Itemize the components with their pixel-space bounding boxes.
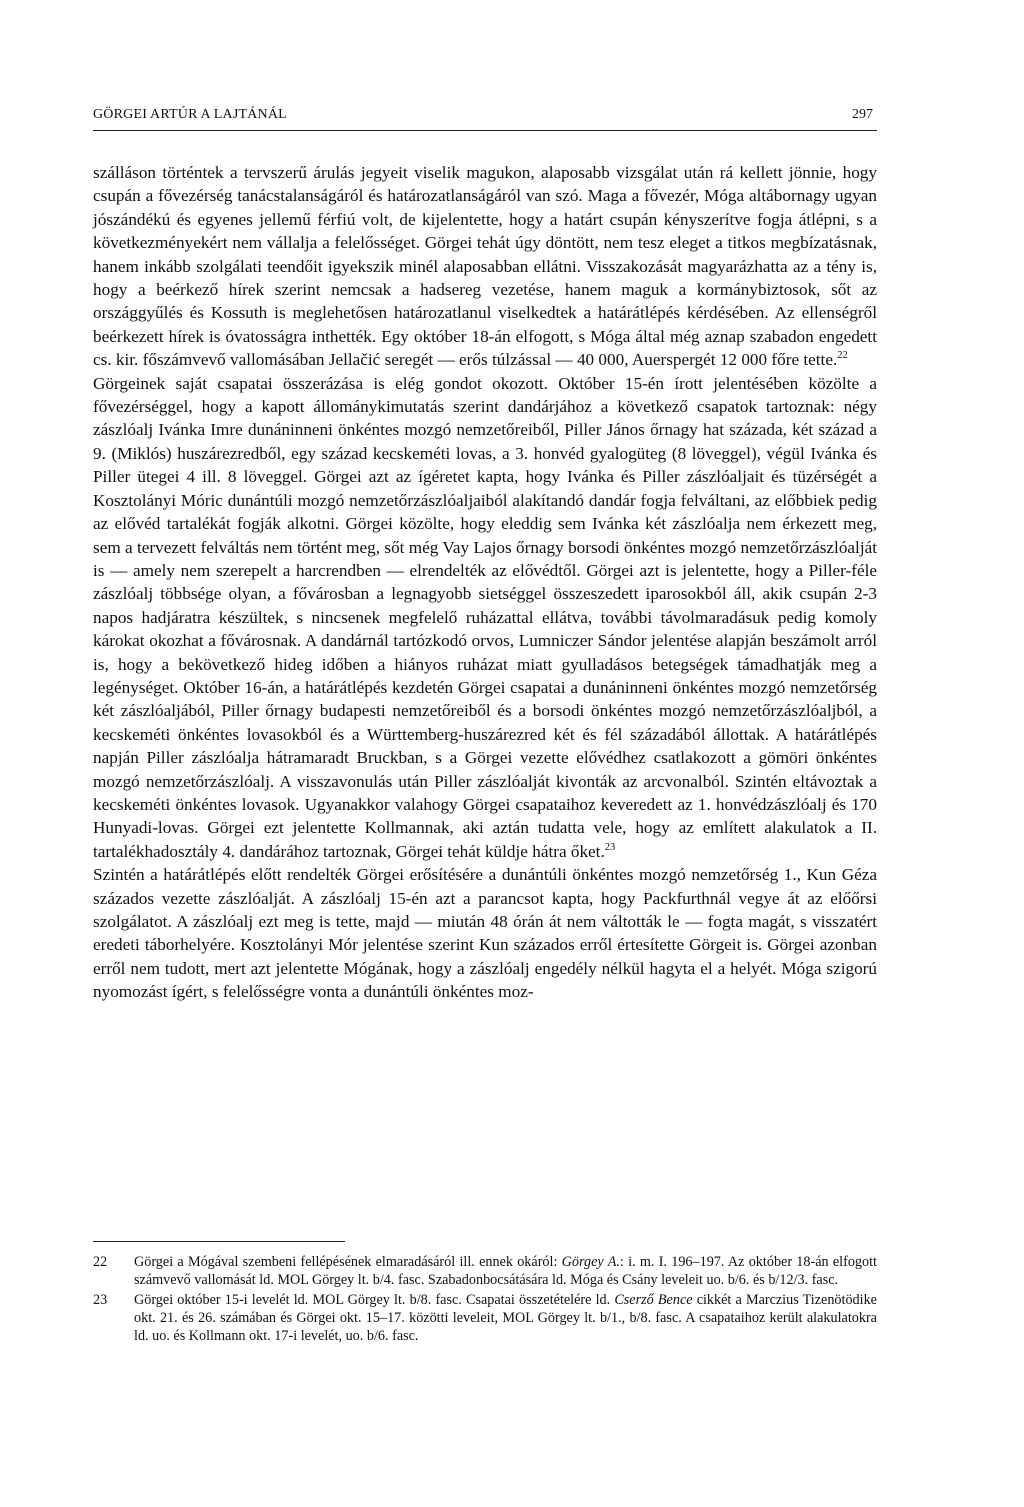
paragraph-2-text: Görgeinek saját csapatai összerázása is elég gondot okozott. Október 15-én írott jelentésében közölte a fővezérséggel, hogy a kapott állománykimutatás szerint dandárjához a következő csapatok tartoznak: négy zászlóalj Ivánka Imre dunáninneni önkéntes mozgó nemzetőreiből, Piller János őrnagy hat százada, két század a 9. (Miklós) huszárezredből, egy század kecskeméti lovas, a 3. honvéd gyalogüteg (8 löveggel), végül Ivánka és Piller ütegei 4 ill. 8 löveggel. Görgei azt az ígéretet kapta, hogy Ivánka és Piller zászlóaljait és tüzérségét a Kosztolányi Móric dunántúli mozgó nemzetőrzászlóaljaiból alakítandó dandár fogja felváltani, az előbbiek pedig az elővéd tartalékát fogják alkotni. Görgei közölte, hogy eleddig sem Ivánka két zászlóalja nem érkezett meg, sem a tervezett felváltás nem történt meg, sőt még Vay Lajos őrnagy borsodi önkéntes mozgó nemzetőrzászlóalját is — amely nem szerepelt a harcrendben — elrendelték az elővédtől. Görgei azt is jelentette, hogy a Piller-féle zászlóalj többsége olyan, a fővárosban a legnagyobb sietséggel összeszedett iparosokból áll, akik csupán 2-3 napos hadjáratra készültek, s nincsenek megfelelő ruházattal ellátva, további távolmaradásuk pedig komoly károkat okozhat a fővárosnak. A dandárnál tartózkodó orvos, Lumniczer Sándor jelentése alapján beszámolt arról is, hogy a bekövetkező hideg időben a hiányos ruházat miatt gyulladásos betegségek támadhatják meg a legénységet. Október 16-án, a határátlépés kezdetén Görgei csapatai a dunáninneni önkéntes mozgó nemzetőrség két zászlóaljából, Piller őrnagy budapesti nemzetőreiből és a borsodi önkéntes mozgó nemzetőrzászlóaljból, a kecskeméti önkéntes lovasokból és a Württemberg-huszárezred két és fél századából állottak. A határátlépés napján Piller zászlóalja hátramaradt Bruckban, s a Görgei vezette elővédhez csatlakozott a gömöri önkéntes mozgó nemzetőrzászlóalj. A visszavonulás után Piller zászlóalját kivonták az arcvonalból. Szintén eltávoztak a kecskeméti önkéntes lovasok. Ugyanakkor valahogy Görgei csapataihoz keveredett az 1. honvédzászlóalj és 170 Hunyadi-lovas. Görgei ezt jelentette Kollmannak, aki aztán tudatta vele, hogy az említett alakulatok a II. tartalékhadosztály 4. dandárához tartoznak, Görgei tehát küldje hátra őket. [93, 373, 877, 861]
footnote-text-before-italic: Görgei a Mógával szembeni fellépésének elmaradásáról ill. ennek okáról: [134, 1254, 562, 1270]
footnote-reference-23: 23 [604, 841, 616, 853]
footnote-23 [93, 1291, 877, 1346]
footnote-text [134, 1253, 877, 1290]
book-page [93, 0, 877, 1507]
main-text [93, 161, 877, 1004]
footnote-text-before-italic: Görgei október 15-i levelét ld. MOL Görgey lt. b/8. fasc. Csapatai összetételére ld. [134, 1291, 615, 1308]
footnote-italic-author: Görgey A. [561, 1254, 620, 1270]
paragraph-3 [93, 863, 877, 1003]
footnote-number: 22 [93, 1254, 108, 1270]
header-rule [93, 130, 877, 131]
footnote-number: 23 [93, 1291, 108, 1308]
running-header [93, 107, 877, 127]
footnotes [93, 1253, 877, 1346]
footnote-italic-author: Cserző Bence [614, 1291, 693, 1308]
footnote-text-after-italic: : i. m. I. 196–197. Az október 18-án elfogott számvevő vallomását ld. MOL Görgey lt. b/4. fasc. Szabadonbocsátására ld. Móga és Csány leveleit uo. b/6. és b/12/3. fasc. [134, 1254, 878, 1289]
footnote-22 [93, 1253, 877, 1290]
paragraph-3-text: Szintén a határátlépés előtt rendelték Görgei erősítésére a dunántúli önkéntes mozgó nemzetőrség 1., Kun Géza százados vezette zászlóalját. A zászlóalj 15-én azt a parancsot kapta, hogy Packfurthnál vegye át az előőrsi szolgálatot. A zászlóalj ezt meg is tette, majd — miután 48 órán át nem váltották le — fogta magát, s visszatért eredeti táborhelyére. Kosztolányi Mór jelentése szerint Kun százados erről értesítette Görgeit is. Görgei azonban erről nem tudott, mert azt jelentette Mógának, hogy a zászlóalj engedély nélkül hagyta el a helyét. Móga szigorú nyomozást ígért, s felelősségre vonta a dunántúli önkéntes moz- [93, 865, 877, 1002]
paragraph-2 [93, 372, 877, 864]
footnote-text-after-italic: cikkét a Marczius Tizenötödike okt. 21. és 26. számában és Görgei okt. 15–17. közötti leveleit, MOL Görgey lt. b/1., b/8. fasc. A csapataihoz került alakulatokra ld. uo. és Kollmann okt. 17-i levelét, uo. b/6. fasc. [134, 1291, 877, 1345]
footnote-rule [93, 1241, 345, 1242]
page-number: 297 [852, 107, 873, 122]
footnote-text [134, 1291, 877, 1346]
running-title: GÖRGEI ARTÚR A LAJTÁNÁL [93, 107, 287, 122]
footnote-reference-22: 22 [837, 350, 848, 362]
paragraph-1-text: szálláson történtek a tervszerű árulás jegyeit viselik magukon, alaposabb vizsgálat után rá kellett jönnie, hogy csupán a fővezérség tanácstalanságáról és határozatlanságáról van szó. Maga a fővezér, Móga altábornagy ugyan jószándékú és egyenes jellemű férfiú volt, de kijelentette, hogy a határt csupán kényszerítve fogja átlépni, s a következményekért nem vállalja a felelősséget. Görgei tehát úgy döntött, nem tesz eleget a titkos megbízatásnak, hanem inkább szolgálati teendőit igyekszik minél alaposabban ellátni. Visszakozását magyarázhatta az a tény is, hogy a beérkező hírek szerint nemcsak a hadsereg vezetése, hanem maguk a kormánybiztosok, sőt az országgyűlés és Kossuth is meglehetősen határozatlanul viselkedtek a határátlépés kérdésében. Az ellenségről beérkezett hírek is óvatosságra inthették. Egy október 18-án elfogott, s Móga által még aznap szabadon engedett cs. kir. főszámvevő vallomásában Jellačić seregét — erős túlzással — 40 000, Auerspergét 12 000 főre tette. [93, 163, 877, 370]
paragraph-1 [93, 161, 877, 372]
